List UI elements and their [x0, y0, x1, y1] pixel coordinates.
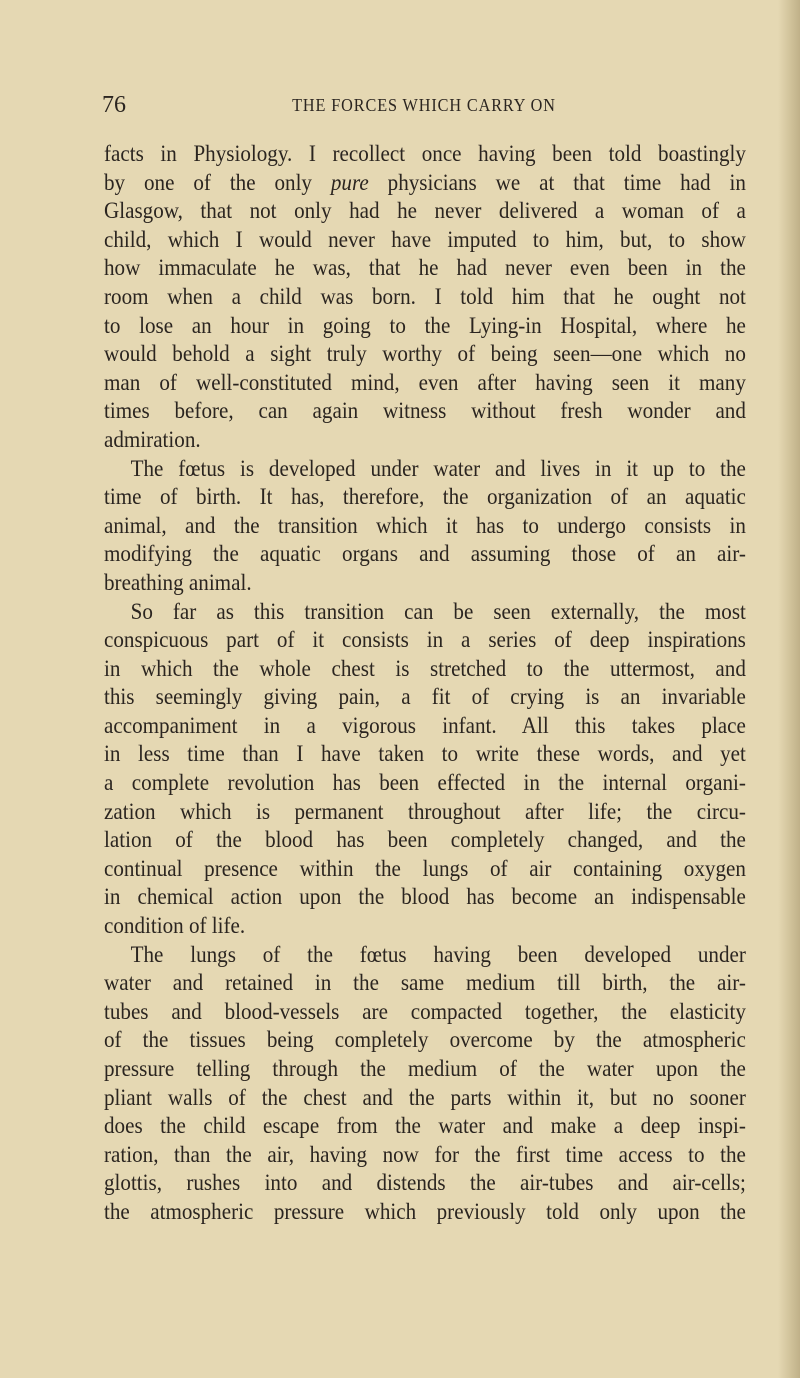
text-segment: The lungs of the fœtus having been developed under	[130, 941, 746, 967]
text-segment: man of well-constituted mind, even after having seen it many	[104, 369, 746, 395]
text-line	[104, 226, 746, 255]
text-segment: lation of the blood has been completely changed, and the	[104, 827, 746, 853]
text-segment: this seemingly giving pain, a fit of crying is an invariable	[104, 684, 746, 710]
running-title: THE FORCES WHICH CARRY ON	[292, 95, 556, 115]
text-line	[104, 483, 746, 512]
text-line	[104, 512, 746, 541]
text-segment: admiration.	[104, 426, 201, 452]
text-segment: So far as this transition can be seen externally, the most	[130, 598, 746, 624]
text-line	[104, 683, 746, 712]
paragraph	[104, 941, 746, 1227]
text-segment: by one of the only	[104, 169, 331, 195]
text-line	[104, 197, 746, 226]
text-segment: of the tissues being completely overcome by the atmospheric	[104, 1027, 746, 1053]
text-line	[104, 369, 746, 398]
text-segment: does the child escape from the water and make a deep inspi-	[104, 1113, 746, 1139]
text-line	[104, 140, 746, 169]
text-segment: would behold a sight truly worthy of being seen—one which no	[104, 341, 746, 367]
text-line	[104, 998, 746, 1027]
text-line	[104, 655, 746, 684]
text-segment: in chemical action upon the blood has become an indispensable	[104, 884, 746, 910]
text-segment: facts in Physiology. I recollect once having been told boastingly	[104, 141, 746, 166]
text-segment: pliant walls of the chest and the parts within it, but no sooner	[104, 1084, 746, 1110]
text-line	[104, 712, 746, 741]
text-segment: water and retained in the same medium till birth, the air-	[104, 970, 746, 996]
text-segment: continual presence within the lungs of air containing oxygen	[104, 855, 746, 881]
text-line	[104, 883, 746, 912]
text-segment: glottis, rushes into and distends the air-tubes and air-cells;	[104, 1170, 746, 1196]
text-line	[104, 912, 746, 941]
text-line	[104, 540, 746, 569]
text-line	[104, 1055, 746, 1084]
text-segment: conspicuous part of it consists in a series of deep inspirations	[104, 627, 746, 653]
page-number: 76	[102, 92, 126, 118]
text-segment: condition of life.	[104, 913, 246, 939]
text-line	[104, 1141, 746, 1170]
text-segment: ration, than the air, having now for the first time access to the	[104, 1141, 746, 1167]
text-line	[104, 1026, 746, 1055]
text-line	[104, 855, 746, 884]
text-line	[104, 769, 746, 798]
text-line	[104, 426, 746, 455]
text-segment: animal, and the transition which it has to undergo consists in	[104, 512, 746, 538]
text-segment: in which the whole chest is stretched to the uttermost, and	[104, 655, 746, 681]
text-line	[104, 969, 746, 998]
text-segment: time of birth. It has, therefore, the organization of an aquatic	[104, 484, 746, 510]
text-line	[104, 1084, 746, 1113]
text-line	[104, 941, 746, 970]
running-header	[102, 92, 746, 122]
text-segment: in less time than I have taken to write these words, and yet	[104, 741, 746, 767]
text-line	[104, 826, 746, 855]
text-segment: how immaculate he was, that he had never even been in the	[104, 255, 746, 281]
italic-emphasis: pure	[330, 169, 369, 195]
text-segment: Glasgow, that not only had he never delivered a woman of a	[104, 198, 746, 224]
text-line	[104, 598, 746, 627]
text-line	[104, 312, 746, 341]
text-line	[104, 340, 746, 369]
text-line	[104, 254, 746, 283]
text-line	[104, 397, 746, 426]
body-text	[104, 140, 746, 1227]
text-segment: to lose an hour in going to the Lying-in Hospital, where he	[104, 312, 746, 338]
text-segment: breathing animal.	[104, 569, 252, 595]
text-segment: modifying the aquatic organs and assuming those of an air-	[104, 541, 746, 567]
text-line	[104, 1112, 746, 1141]
paragraph	[104, 455, 746, 598]
text-segment: a complete revolution has been effected in the internal organi-	[104, 770, 746, 796]
paragraph	[104, 598, 746, 941]
text-segment: accompaniment in a vigorous infant. All this takes place	[104, 712, 746, 738]
text-line	[104, 740, 746, 769]
text-line	[104, 569, 746, 598]
text-line	[104, 626, 746, 655]
text-segment: physicians we at that time had in	[368, 169, 746, 195]
text-segment: room when a child was born. I told him that he ought not	[104, 283, 746, 309]
text-line	[104, 798, 746, 827]
text-line	[104, 1198, 746, 1227]
text-segment: the atmospheric pressure which previously told only upon the	[104, 1198, 746, 1224]
text-line	[104, 1169, 746, 1198]
text-line	[104, 455, 746, 484]
page-edge-shadow	[778, 0, 800, 1378]
text-line	[104, 169, 746, 198]
text-segment: pressure telling through the medium of the water upon the	[104, 1056, 746, 1081]
text-segment: tubes and blood-vessels are compacted together, the elasticity	[104, 998, 746, 1024]
text-segment: times before, can again witness without fresh wonder and	[104, 398, 746, 424]
paragraph	[104, 140, 746, 455]
text-segment: child, which I would never have imputed to him, but, to show	[104, 226, 746, 252]
text-segment: zation which is permanent throughout after life; the circu-	[104, 798, 746, 824]
text-line	[104, 283, 746, 312]
text-segment: The fœtus is developed under water and lives in it up to the	[130, 455, 746, 481]
